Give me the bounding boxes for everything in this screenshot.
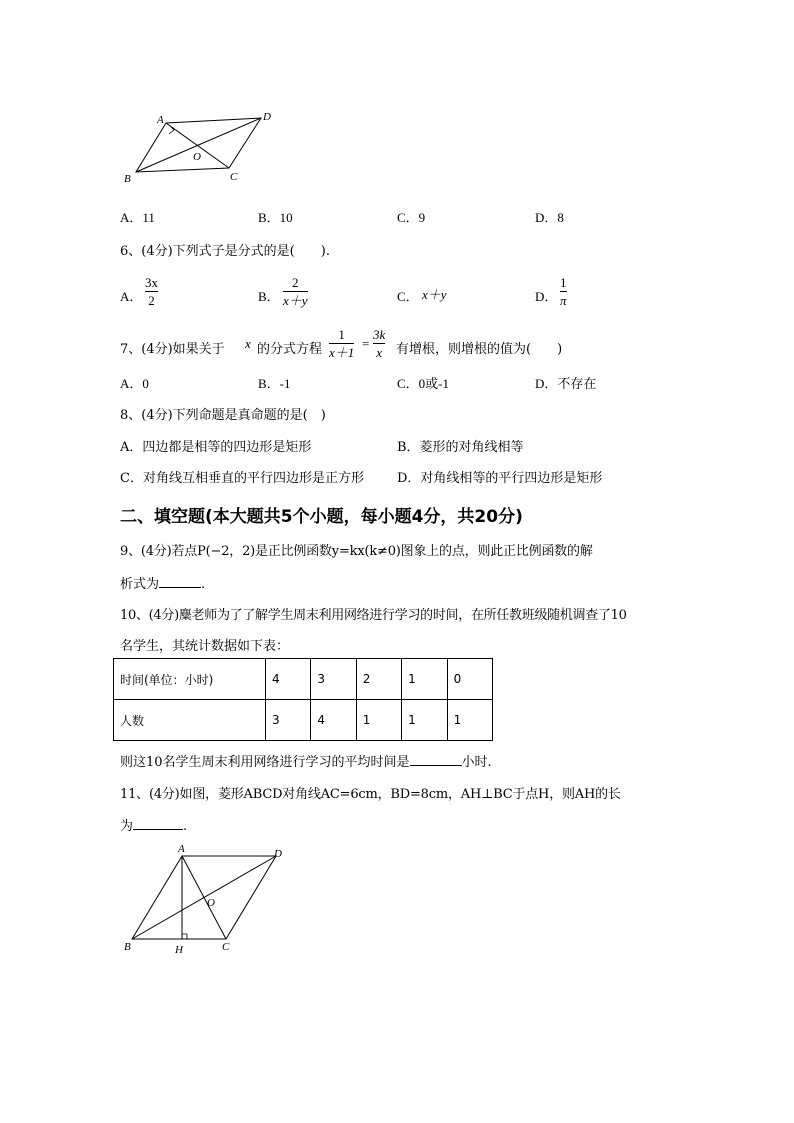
q10-after-text: 则这10名学生周末利用网络进行学习的平均时间是 <box>120 755 410 770</box>
fraction-bar <box>560 291 567 292</box>
q7-stem-post: 有增根，则增根的值为( ) <box>396 342 563 357</box>
q6-option-a-label[interactable]: A． <box>120 289 143 304</box>
table-cell: 3 <box>311 659 356 700</box>
q5-option-c[interactable]: C．9 <box>397 210 426 225</box>
center-label-o: O <box>207 897 215 909</box>
q11-line-1: 11、(4分)如图，菱形ABCD对角线AC=6cm，BD=8cm，AH⊥BC于点H，则AH的长 <box>120 787 621 802</box>
q9-answer-blank[interactable] <box>159 587 201 588</box>
q7-option-d[interactable]: D．不存在 <box>535 376 597 391</box>
q7-variable: x <box>245 336 251 351</box>
table-cell: 3 <box>266 700 311 741</box>
q8-option-d[interactable]: D．对角线相等的平行四边形是矩形 <box>397 471 603 486</box>
table-cell: 1 <box>402 700 447 741</box>
vertex-label-d: D <box>274 848 282 860</box>
q11-line-2-end: . <box>183 819 188 834</box>
q11-line-2-text: 为 <box>120 819 134 834</box>
fraction-numerator: 1 <box>338 327 345 342</box>
q7-fraction-right <box>373 327 385 360</box>
q7-stem-mid: 的分式方程 <box>257 342 323 357</box>
q5-option-b[interactable]: B．10 <box>258 210 293 225</box>
q6-option-b-fraction <box>283 275 308 308</box>
q6-option-b-label[interactable]: B． <box>258 289 280 304</box>
fraction-denominator: 2 <box>148 293 155 308</box>
table-header-cell: 时间(单位：小时) <box>114 659 266 700</box>
q5-option-d[interactable]: D．8 <box>535 210 564 225</box>
section-heading-fill-in: 二、填空题(本大题共5个小题，每小题4分，共20分) <box>120 507 523 527</box>
vertex-label-b: B <box>124 173 131 185</box>
fraction-bar <box>373 343 385 344</box>
q5-option-a[interactable]: A．11 <box>120 210 155 225</box>
vertex-label-a: A <box>178 843 185 855</box>
q11-line-2 <box>120 815 187 834</box>
q6-option-a-fraction <box>145 275 158 308</box>
right-angle-mark <box>182 934 187 939</box>
vertex-label-c: C <box>222 941 230 953</box>
table-row <box>114 659 493 700</box>
table-cell: 1 <box>447 700 492 741</box>
q9-line-2-text: 析式为 <box>120 577 160 592</box>
q8-option-a[interactable]: A．四边都是相等的四边形是矩形 <box>120 440 312 455</box>
q7-stem-pre: 7、(4分)如果关于 <box>120 342 225 357</box>
q6-option-c-expression: x＋y <box>422 287 447 302</box>
vertex-label-c: C <box>230 171 238 183</box>
table-cell: 4 <box>266 659 311 700</box>
q10-line-1: 10、(4分)麋老师为了了解学生周末利用网络进行学习的时间，在所任教班级随机调查了10 <box>120 608 627 623</box>
q7-option-b[interactable]: B．-1 <box>258 376 291 391</box>
q10-line-2: 名学生，其统计数据如下表： <box>120 639 290 654</box>
fraction-numerator: 3x <box>145 275 158 290</box>
q9-line-1: 9、(4分)若点P(−2，2)是正比例函数y=kx(k≠0)图象上的点，则此正比例函数的解 <box>120 544 593 559</box>
fraction-bar <box>145 291 158 292</box>
q8-option-c[interactable]: C．对角线互相垂直的平行四边形是正方形 <box>120 471 364 486</box>
q7-equals-sign: = <box>362 336 370 351</box>
figure-parallelogram <box>115 108 280 188</box>
vertex-label-d: D <box>263 111 271 123</box>
fraction-denominator: x＋1 <box>329 345 355 360</box>
fraction-denominator: π <box>560 293 567 308</box>
fraction-bar <box>283 291 308 292</box>
fraction-denominator: x＋y <box>283 293 308 308</box>
q9-line-2-end: . <box>201 577 206 592</box>
q6-option-d-label[interactable]: D． <box>535 289 558 304</box>
q8-option-b[interactable]: B．菱形的对角线相等 <box>397 440 524 455</box>
table-header-cell: 人数 <box>114 700 266 741</box>
foot-label-h: H <box>175 944 183 956</box>
fraction-bar <box>329 343 354 344</box>
table-cell: 4 <box>311 700 356 741</box>
table-cell: 1 <box>402 659 447 700</box>
figure-rhombus <box>118 838 298 958</box>
q10-after-end: 小时. <box>461 755 492 770</box>
q10-answer-blank[interactable] <box>410 765 462 766</box>
q6-stem: 6、(4分)下列式子是分式的是( ). <box>120 244 330 259</box>
vertex-label-a: A <box>157 114 164 126</box>
q10-after-table <box>120 751 492 770</box>
q7-fraction-left <box>329 327 354 360</box>
q7-option-a[interactable]: A．0 <box>120 376 149 391</box>
q6-option-d-fraction <box>560 275 567 308</box>
table-cell: 1 <box>356 700 401 741</box>
fraction-denominator: x <box>376 345 383 360</box>
diagonal-bd <box>132 856 276 939</box>
fraction-numerator: 2 <box>292 275 299 290</box>
diagonal-bd <box>136 118 261 172</box>
table-cell: 0 <box>447 659 492 700</box>
q11-answer-blank[interactable] <box>133 829 183 830</box>
fraction-numerator: 1 <box>560 275 567 290</box>
q8-stem: 8、(4分)下列命题是真命题的是( ) <box>120 408 326 423</box>
vertex-label-b: B <box>124 941 131 953</box>
table-cell: 2 <box>356 659 401 700</box>
table-row <box>114 700 493 741</box>
q6-option-c-label[interactable]: C． <box>397 289 419 304</box>
q7-option-c[interactable]: C．0或-1 <box>397 376 450 391</box>
fraction-numerator: 3k <box>373 327 386 342</box>
q9-line-2 <box>120 573 205 592</box>
q10-data-table <box>113 658 493 741</box>
center-label-o: O <box>193 151 201 163</box>
